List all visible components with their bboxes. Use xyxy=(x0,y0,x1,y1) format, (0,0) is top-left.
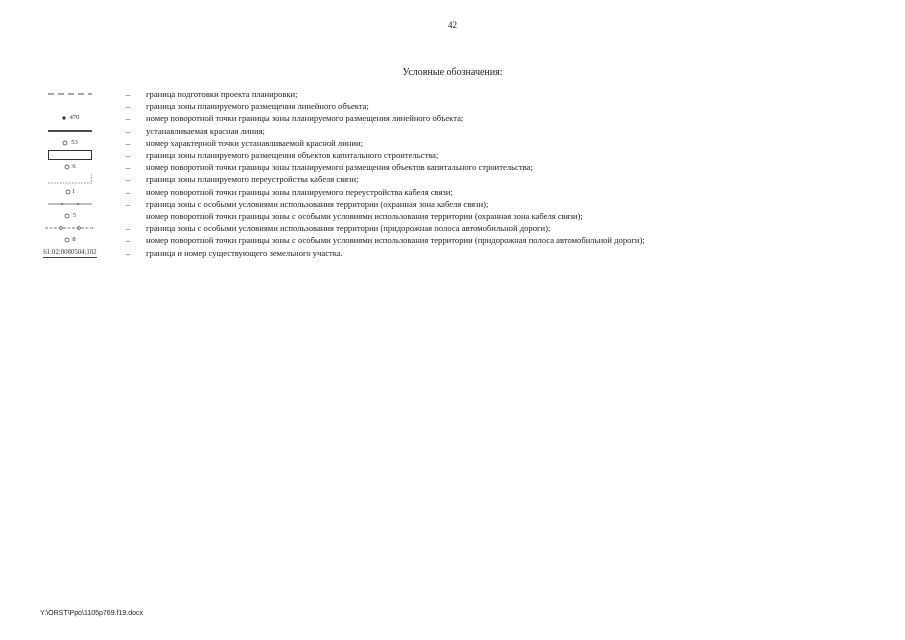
legend-row xyxy=(30,210,890,222)
legend-text: граница зоны планируемого размещения объектов капитального строительства; xyxy=(146,150,439,161)
legend-text: номер поворотной точки границы зоны планируемого размещения объектов капитального строительства; xyxy=(146,162,533,173)
legend-text: номер характерной точки устанавливаемой красной линии; xyxy=(146,137,363,148)
legend-row xyxy=(30,112,890,124)
legend-row xyxy=(30,173,890,185)
legend-row xyxy=(30,198,890,210)
point-number: 53 xyxy=(71,138,78,146)
legend-text: номер поворотной точки границы зоны планируемого переустройства кабеля связи; xyxy=(146,186,453,197)
line-diamonds-icon xyxy=(30,222,110,234)
legend-text: номер поворотной точки границы зоны планируемого размещения линейного объекта; xyxy=(146,113,464,124)
legend-dash: – xyxy=(125,247,131,258)
legend-text: номер поворотной точки границы зоны с особыми условиями использования территории (охранная зона кабеля связи); xyxy=(146,210,583,221)
legend-dash: – xyxy=(125,162,131,173)
circle-number-icon xyxy=(30,210,110,222)
legend-text: граница зоны с особыми условиями использования территории (охранная зона кабеля связи); xyxy=(146,198,489,209)
legend-text: граница подготовки проекта планировки; xyxy=(146,89,298,100)
legend-row xyxy=(30,125,890,137)
legend-text: граница зоны с особыми условиями использования территории (придорожная полоса автомобильной дороги); xyxy=(146,223,551,234)
point-number: 5 xyxy=(72,211,77,219)
dashed-line-icon xyxy=(30,88,110,100)
legend-title: Условные обозначения: xyxy=(402,67,503,78)
circle-number-icon xyxy=(30,234,110,246)
page-number: 42 xyxy=(448,20,457,30)
legend-row xyxy=(30,88,890,100)
legend-text: граница и номер существующего земельного участка. xyxy=(146,247,343,258)
legend-dash: – xyxy=(125,101,131,112)
legend-dash: – xyxy=(125,125,131,136)
legend-row xyxy=(30,149,890,161)
file-path-footer: Y:\ORST\Ppo\1105p769.f19.docx xyxy=(40,610,143,617)
point-number: 470 xyxy=(69,114,80,122)
legend-text: устанавливаемая красная линия; xyxy=(146,125,265,136)
legend-row xyxy=(30,234,890,246)
legend-dash: – xyxy=(125,198,131,209)
rectangle-icon xyxy=(30,149,110,161)
legend-dash: – xyxy=(125,89,131,100)
empty-symbol xyxy=(30,100,110,112)
legend-dash: – xyxy=(125,150,131,161)
thick-line-icon xyxy=(30,125,110,137)
legend-dash: – xyxy=(125,186,131,197)
legend-dash: – xyxy=(125,223,131,234)
circle-number-icon xyxy=(30,137,110,149)
legend-row xyxy=(30,222,890,234)
legend-text: граница зоны планируемого переустройства кабеля связи; xyxy=(146,174,359,185)
circle-number-icon xyxy=(30,161,110,173)
parcel-label-icon xyxy=(30,247,110,259)
legend-dash: – xyxy=(125,174,131,185)
legend-row xyxy=(30,186,890,198)
line-dots-icon xyxy=(30,198,110,210)
dotted-box-icon xyxy=(30,173,110,185)
legend-dash: – xyxy=(125,235,131,246)
legend-dash: – xyxy=(125,113,131,124)
legend-row xyxy=(30,161,890,173)
parcel-number: 61:02:0080504:102 xyxy=(43,248,97,256)
legend-text: номер поворотной точки границы зоны с особыми условиями использования территории (придорожная полоса автомобильной дороги); xyxy=(146,235,645,246)
legend-row xyxy=(30,137,890,149)
dot-number-icon xyxy=(30,112,110,124)
point-number: 1 xyxy=(71,187,76,195)
legend xyxy=(30,88,890,259)
legend-row xyxy=(30,100,890,112)
legend-text: граница зоны планируемого размещения линейного объекта; xyxy=(146,101,369,112)
circle-number-icon xyxy=(30,186,110,198)
point-number: 8 xyxy=(72,236,76,244)
legend-dash: – xyxy=(125,137,131,148)
legend-row xyxy=(30,246,890,258)
point-number: 6 xyxy=(72,163,76,171)
